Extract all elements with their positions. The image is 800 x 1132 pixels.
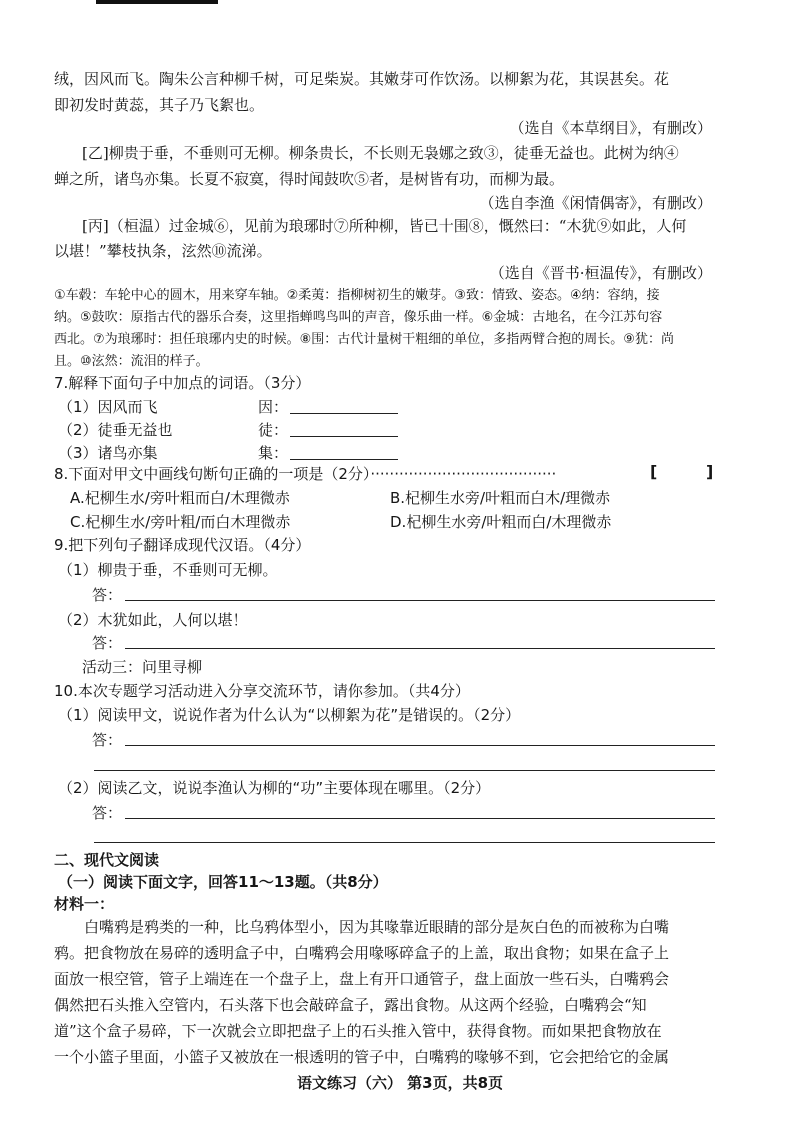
passage-jia-line2: 即初发时黄蕊，其子乃飞絮也。 <box>54 96 265 114</box>
activity-3-title: 活动三：问里寻柳 <box>82 658 203 676</box>
material-1-line: 面放一根空管，管子上端连在一个盘子上，盘上有开口通管子，盘上面放一些石头，白嘴鸦会 <box>54 970 670 988</box>
question-8-stem: 8.下面对甲文中画线句断句正确的一项是（2分）······································· <box>54 465 557 483</box>
q7-answer-blank-3[interactable] <box>290 459 398 460</box>
question-10-stem: 10.本次专题学习活动进入分享交流环节，请你参加。（共4分） <box>54 682 470 700</box>
material-1-line: 偶然把石头推入空管内，石头落下也会敲碎盒子，露出食物。从这两个经验，白嘴鸦会“知 <box>54 996 647 1014</box>
passage-bing-line2: 以堪！”攀枝执条，泫然⑩流涕。 <box>54 242 272 260</box>
q10-answer-line-2a[interactable] <box>125 818 715 819</box>
material-1-line: 道”这个盒子易碎，下一次就会立即把盘子上的石头推入管中，获得食物。而如果把食物放在 <box>54 1022 662 1040</box>
q7-answer-blank-2[interactable] <box>290 436 398 437</box>
q10-answer-label-2: 答： <box>92 804 123 822</box>
q10-answer-line-1b[interactable] <box>94 770 715 771</box>
q10-answer-line-2b[interactable] <box>94 842 715 843</box>
material-1-line: 一个小篮子里面，小篮子又被放在一根透明的管子中，白嘴鸦的喙够不到，它会把给它的金属 <box>54 1048 670 1066</box>
q7-item2-sentence: （2）徒垂无益也 <box>58 421 173 439</box>
page-footer: 语文练习（六） 第3页，共8页 <box>296 1074 504 1092</box>
q10-sentence-2: （2）阅读乙文，说说李渔认为柳的“功”主要体现在哪里。（2分） <box>58 779 491 797</box>
q9-answer-label-2: 答： <box>92 634 123 652</box>
q7-item3-word: 集： <box>258 444 289 462</box>
top-rule <box>96 0 218 4</box>
q10-answer-label-1: 答： <box>92 731 123 749</box>
notes-line1: ①车毂：车轮中心的圆木，用来穿车轴。②柔荑：指柳树初生的嫩芽。③致：情致、姿态。④纳：容纳，接 <box>54 288 660 303</box>
q8-option-a: A.杞柳生水/旁叶粗而白/木理微赤 <box>70 489 290 507</box>
q7-answer-blank-1[interactable] <box>290 413 398 414</box>
notes-line3: 西北。⑦为琅琊时：担任琅琊内史的时候。⑧围：古代计量树干粗细的单位，多指两臂合抱的周长。⑨犹：尚 <box>54 332 674 347</box>
q8-option-c: C.杞柳生水/旁叶粗/而白木理微赤 <box>70 513 291 531</box>
passage-yi-line2: 蝉之所，诸鸟亦集。长夏不寂寞，得时闻鼓吹⑤者，是树皆有功，而柳为最。 <box>54 170 565 188</box>
q8-option-b: B.杞柳生水旁/叶粗而白木/理微赤 <box>390 489 611 507</box>
section-2-subtitle: （一）阅读下面文字，回答11～13题。（共8分） <box>58 873 388 891</box>
q9-answer-label-1: 答： <box>92 586 123 604</box>
q7-item2-word: 徒： <box>258 421 289 439</box>
q7-item3-sentence: （3）诸鸟亦集 <box>58 444 158 462</box>
q8-bracket-open: [ <box>650 462 658 481</box>
passage-jia-line1: 绒，因风而飞。陶朱公言种柳千树，可足柴炭。其嫩芽可作饮汤。以柳絮为花，其误甚矣。花 <box>54 70 670 88</box>
q10-answer-line-1a[interactable] <box>125 745 715 746</box>
q10-sentence-1: （1）阅读甲文，说说作者为什么认为“以柳絮为花”是错误的。（2分） <box>58 706 521 724</box>
question-7-stem: 7.解释下面句子中加点的词语。（3分） <box>54 374 311 392</box>
question-9-stem: 9.把下列句子翻译成现代汉语。（4分） <box>54 536 311 554</box>
q9-answer-line-2[interactable] <box>125 648 715 649</box>
notes-line4: 且。⑩泫然：流泪的样子。 <box>54 354 209 369</box>
q7-item1-word: 因： <box>258 398 289 416</box>
q9-sentence-1: （1）柳贵于垂，不垂则可无柳。 <box>58 561 278 579</box>
passage-bing-source: （选自《晋书·桓温传》，有删改） <box>489 264 712 282</box>
passage-bing-line1: [丙]（桓温）过金城⑥，见前为琅琊时⑦所种柳，皆已十围⑧，慨然曰：“木犹⑨如此，人何 <box>82 217 687 235</box>
q9-sentence-2: （2）木犹如此，人何以堪！ <box>58 611 248 629</box>
q8-bracket-close: ] <box>706 462 714 481</box>
passage-jia-source: （选自《本草纲目》，有删改） <box>509 119 712 137</box>
q7-item1-sentence: （1）因风而飞 <box>58 398 158 416</box>
material-1-line: 白嘴鸦是鸦类的一种，比乌鸦体型小，因为其喙靠近眼睛的部分是灰白色的而被称为白嘴 <box>84 918 670 936</box>
material-1-line: 鸦。把食物放在易碎的透明盒子中，白嘴鸦会用喙啄碎盒子的上盖，取出食物；如果在盒子上 <box>54 944 670 962</box>
q8-option-d: D.杞柳生水旁/叶粗而白/木理微赤 <box>390 513 612 531</box>
notes-line2: 纳。⑤鼓吹：原指古代的器乐合奏，这里指蝉鸣鸟叫的声音，像乐曲一样。⑥金城：古地名，在今江苏句容 <box>54 310 663 325</box>
passage-yi-line1: [乙]柳贵于垂，不垂则可无柳。柳条贵长，不长则无袅娜之致③，徒垂无益也。此树为纳④ <box>82 144 679 162</box>
section-2-title: 二、现代文阅读 <box>54 851 160 869</box>
q9-answer-line-1[interactable] <box>125 600 715 601</box>
material-1-label: 材料一： <box>54 895 115 913</box>
passage-yi-source: （选自李渔《闲情偶寄》，有删改） <box>479 194 712 212</box>
